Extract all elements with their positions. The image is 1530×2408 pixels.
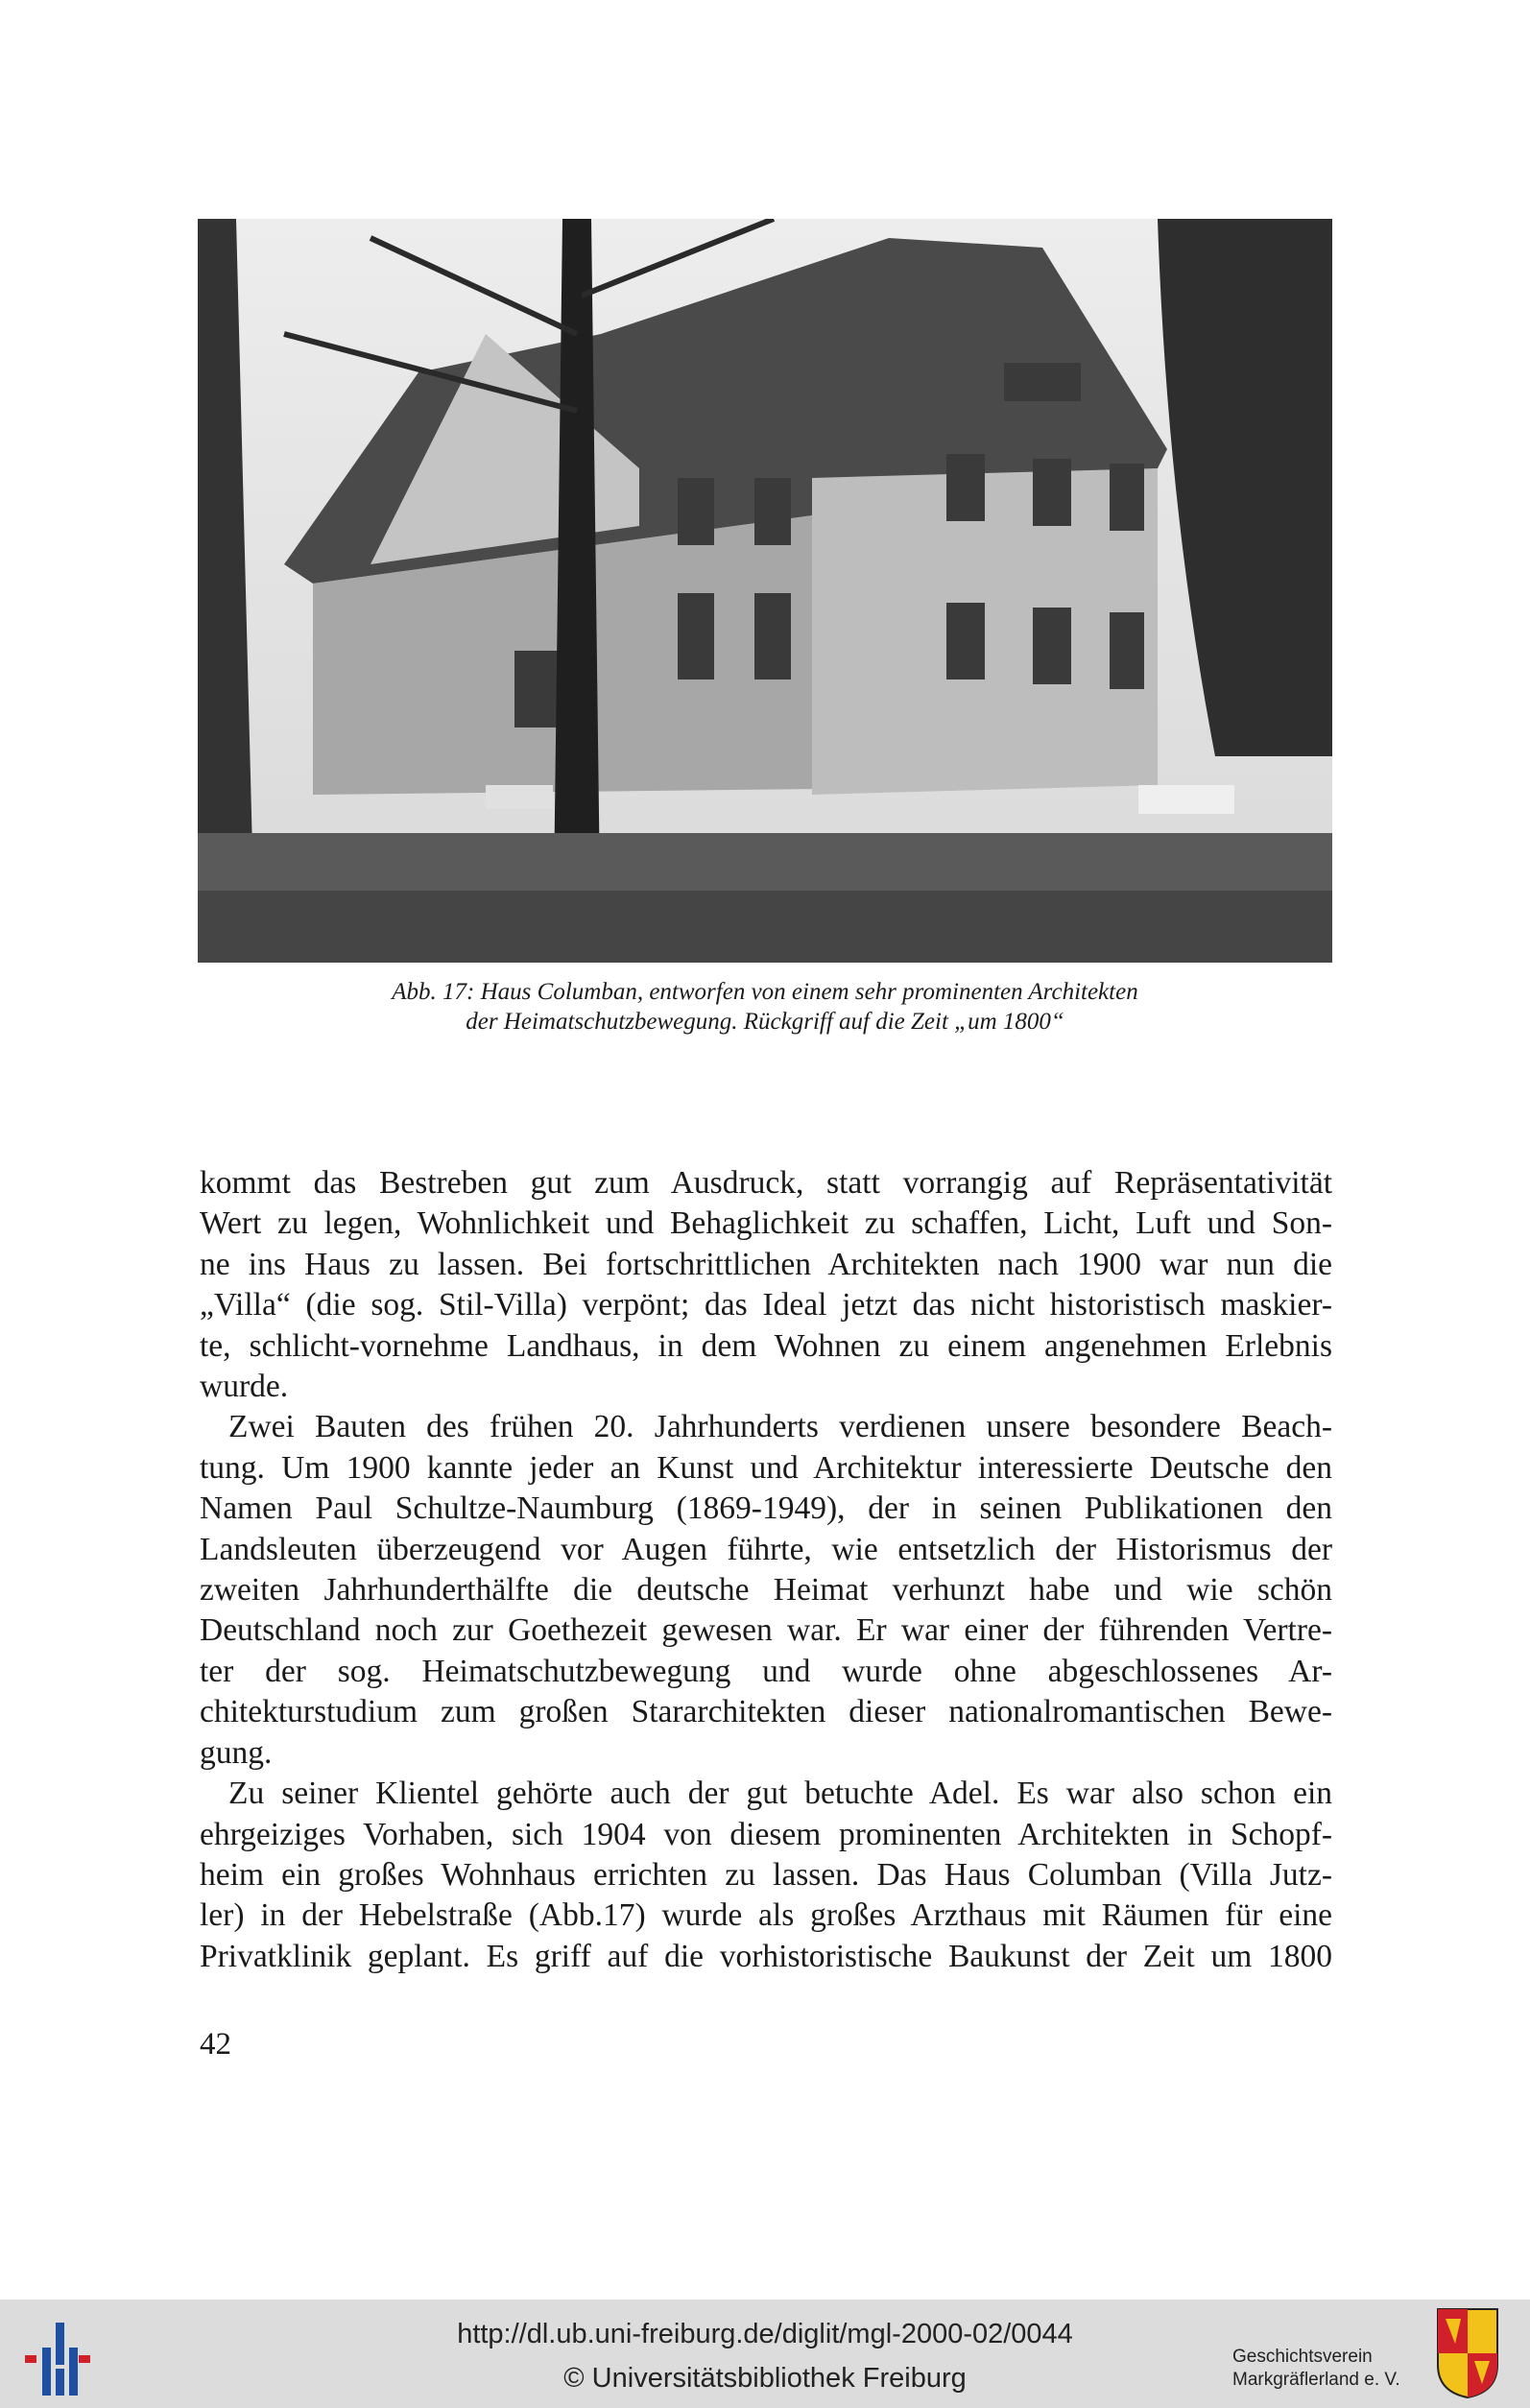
text-line: Privatklinik geplant. Es griff auf die vorhistoristische Baukunst der Zeit um 1800 xyxy=(200,1938,1332,1974)
text-line: ler) in der Hebelstraße (Abb.17) wurde als großes Arzthaus mit Räumen für eine xyxy=(200,1897,1332,1934)
text-line: Deutschland noch zur Goethezeit gewesen war. Er war einer der führenden Vertre- xyxy=(200,1612,1332,1649)
text-line: te, schlicht-vornehme Landhaus, in dem Wohnen zu einem angenehmen Erlebnis xyxy=(200,1327,1332,1364)
text-line: ne ins Haus zu lassen. Bei fortschrittlichen Architekten nach 1900 war nun die xyxy=(200,1246,1332,1282)
figure-caption xyxy=(198,977,1332,1037)
villa-photo-illustration xyxy=(198,219,1332,963)
text-line: zweiten Jahrhunderthälfte die deutsche Heimat verhunzt habe und wie schön xyxy=(200,1572,1332,1609)
page-number: 42 xyxy=(200,2027,231,2062)
caption-line: Abb. 17: Haus Columban, entworfen von einem sehr prominenten Architekten xyxy=(392,979,1138,1005)
text-line: „Villa“ (die sog. Stil-Villa) verpönt; das Ideal jetzt das nicht historistisch maskier- xyxy=(200,1287,1332,1323)
body-text xyxy=(200,1163,1332,1977)
text-line: Landsleuten überzeugend vor Augen führte, wie entsetzlich der Historismus der xyxy=(200,1531,1332,1567)
text-line: Zu seiner Klientel gehörte auch der gut betuchte Adel. Es war also schon ein xyxy=(228,1776,1332,1812)
figure-photo-haus-columban xyxy=(198,219,1332,963)
viewer-footer-bar xyxy=(0,2300,1530,2408)
text-line: heim ein großes Wohnhaus errichten zu lassen. Das Haus Columban (Villa Jutz- xyxy=(200,1856,1332,1893)
copyright-notice: © Universitätsbibliothek Freiburg xyxy=(563,2363,967,2394)
text-line: kommt das Bestreben gut zum Ausdruck, statt vorrangig auf Repräsentativität xyxy=(200,1165,1332,1201)
caption-line: der Heimatschutzbewegung. Rückgriff auf die Zeit „um 1800“ xyxy=(466,1009,1064,1035)
text-line: ter der sog. Heimatschutzbewegung und wurde ohne abgeschlossenes Ar- xyxy=(200,1653,1332,1689)
document-url-link[interactable]: http://dl.ub.uni-freiburg.de/diglit/mgl-2000-02/0044 xyxy=(457,2319,1073,2349)
society-line: Geschichtsverein xyxy=(1232,2347,1373,2367)
society-name xyxy=(1232,2346,1400,2392)
coat-of-arms-icon xyxy=(1436,2307,1499,2399)
text-line: Zwei Bauten des frühen 20. Jahrhunderts verdienen unsere besondere Beach- xyxy=(228,1409,1332,1445)
text-line: gung. xyxy=(200,1734,273,1771)
text-line: ehrgeiziges Vorhaben, sich 1904 von diesem prominenten Architekten in Schopf- xyxy=(200,1816,1332,1852)
society-line: Markgräflerland e. V. xyxy=(1232,2370,1400,2390)
text-line: Wert zu legen, Wohnlichkeit und Behaglichkeit zu schaffen, Licht, Luft und Son- xyxy=(200,1205,1332,1242)
text-line: chitekturstudium zum großen Stararchitekten dieser nationalromantischen Bewe- xyxy=(200,1694,1332,1730)
text-line: wurde. xyxy=(200,1369,289,1405)
text-line: tung. Um 1900 kannte jeder an Kunst und Architektur interessierte Deutsche den xyxy=(200,1449,1332,1486)
text-line: Namen Paul Schultze-Naumburg (1869-1949), der in seinen Publikationen den xyxy=(200,1490,1332,1527)
